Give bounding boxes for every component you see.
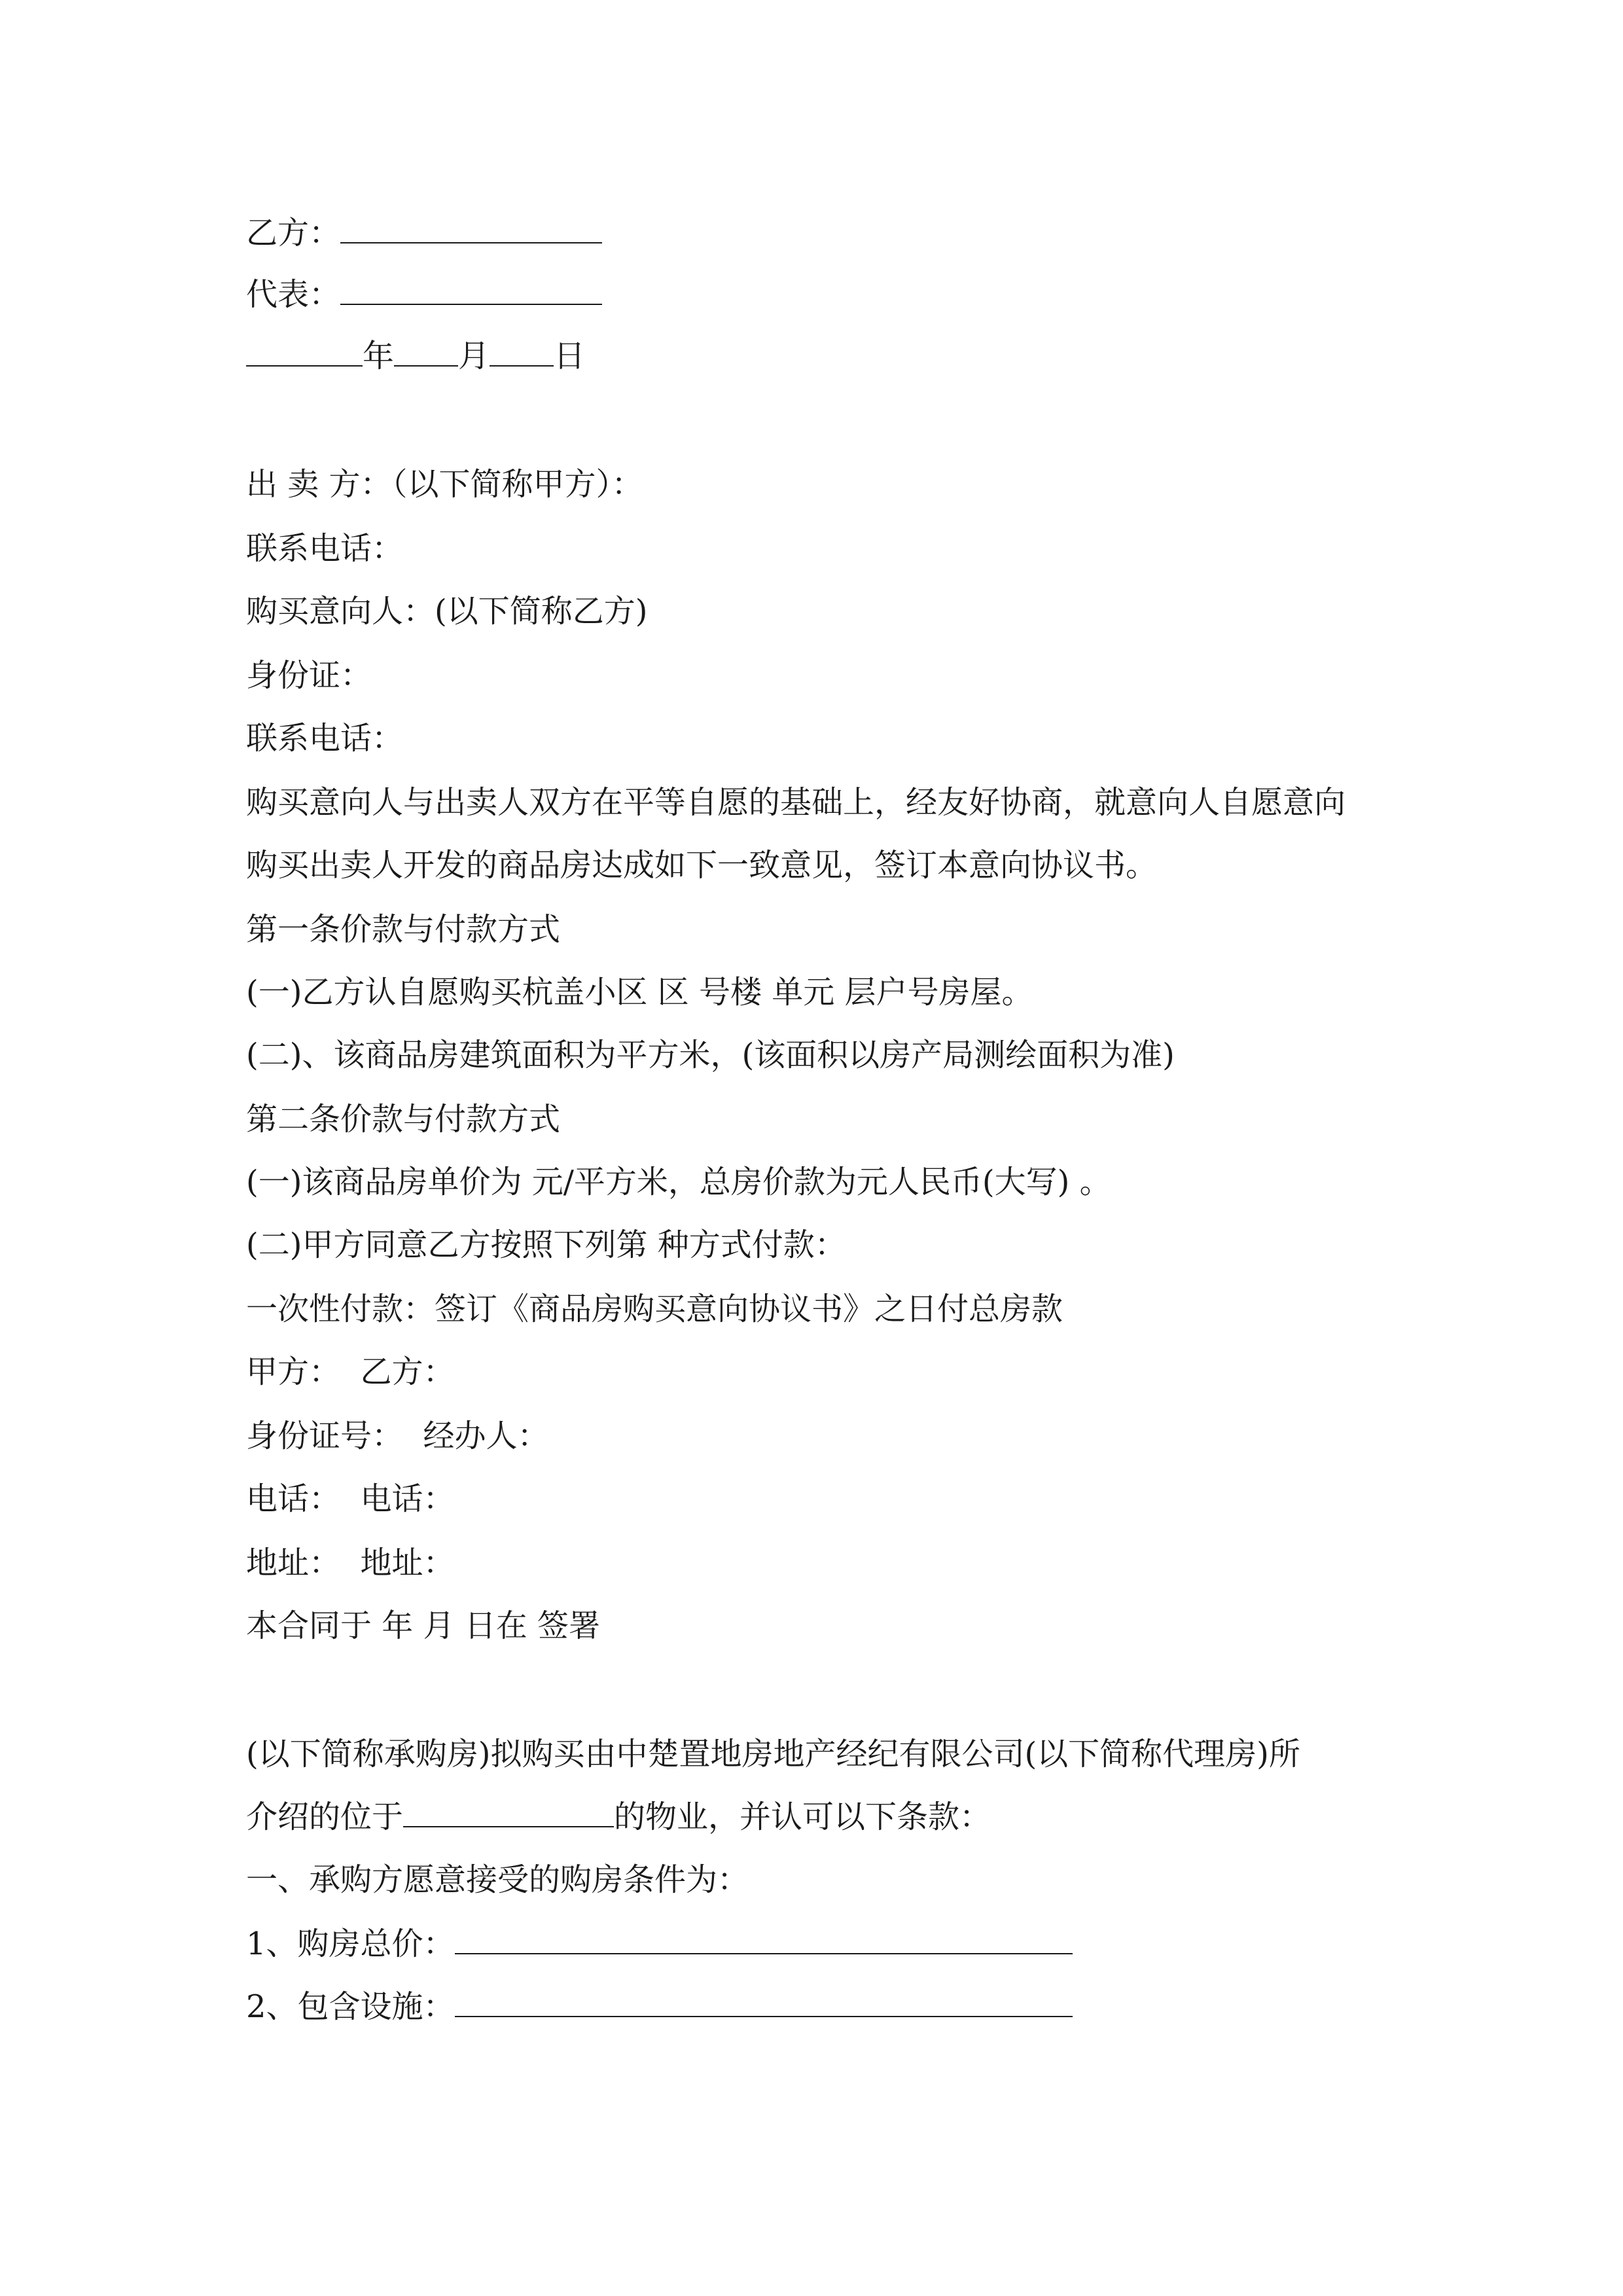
- facilities-line: [246, 1986, 1073, 2028]
- seller-line: 出 卖 方：（以下简称甲方）：: [246, 466, 643, 503]
- seller-phone-line: 联系电话：: [246, 530, 404, 567]
- day-suffix: 日: [554, 338, 586, 374]
- buyer-phone-line: 联系电话：: [246, 720, 404, 757]
- article-2-item-2: (二)甲方同意乙方按照下列第 种方式付款：: [246, 1227, 846, 1263]
- total-price-label: 1、购房总价：: [246, 1926, 455, 1962]
- buyer-line: 购买意向人：(以下简称乙方): [246, 593, 648, 630]
- conditions-heading: 一、承购方愿意接受的购房条件为：: [246, 1861, 749, 1898]
- signing-address-line: 地址： 地址：: [246, 1545, 455, 1581]
- month-blank: [394, 335, 458, 367]
- day-blank: [490, 335, 554, 367]
- article-2-item-1: (一)该商品房单价为 元/平方米，总房价款为元人民币(大写) 。: [246, 1164, 1111, 1200]
- property-location-blank: [403, 1796, 614, 1827]
- intro-paragraph-line-1: 购买意向人与出卖人双方在平等自愿的基础上，经友好协商，就意向人自愿意向: [246, 784, 1346, 821]
- article-1-item-2: (二)、该商品房建筑面积为平方米，(该面积以房产局测绘面积为准): [246, 1037, 1175, 1073]
- location-label: 介绍的位于: [246, 1799, 404, 1835]
- party-b-blank: [340, 212, 602, 243]
- signing-phone-line: 电话： 电话：: [246, 1480, 455, 1517]
- lump-sum-payment: 一次性付款：签订《商品房购买意向协议书》之日付总房款: [246, 1291, 1063, 1327]
- representative-label: 代表：: [246, 276, 341, 313]
- intro-paragraph-line-2: 购买出卖人开发的商品房达成如下一致意见，签订本意向协议书。: [246, 847, 1158, 884]
- article-1-item-1: (一)乙方认自愿购买杭盖小区 区 号楼 单元 层户号房屋。: [246, 974, 1033, 1011]
- party-b-label: 乙方：: [246, 215, 341, 251]
- article-1-title: 第一条价款与付款方式: [246, 911, 561, 948]
- representative-signature-line: [246, 274, 602, 315]
- terms-intro-line-2: [246, 1796, 991, 1838]
- article-2-title: 第二条价款与付款方式: [246, 1101, 561, 1138]
- location-suffix: 的物业，并认可以下条款：: [614, 1799, 991, 1835]
- total-price-line: [246, 1923, 1073, 1965]
- total-price-blank: [455, 1923, 1073, 1954]
- facilities-label: 2、包含设施：: [246, 1988, 455, 2025]
- terms-intro-line-1: (以下简称承购房)拟购买由中楚置地房地产经纪有限公司(以下简称代理房)所: [246, 1736, 1300, 1772]
- signature-date-line: [246, 335, 585, 377]
- year-suffix: 年: [363, 338, 395, 374]
- month-suffix: 月: [458, 338, 490, 374]
- facilities-blank: [455, 1986, 1073, 2017]
- signing-id-line: 身份证号： 经办人：: [246, 1418, 549, 1454]
- signing-date-line: 本合同于 年 月 日在 签署: [246, 1607, 601, 1644]
- party-b-signature-line: [246, 212, 602, 254]
- year-blank: [246, 335, 363, 367]
- representative-blank: [340, 274, 602, 305]
- id-card-line: 身份证：: [246, 657, 372, 694]
- signing-parties-line: 甲方： 乙方：: [246, 1354, 455, 1390]
